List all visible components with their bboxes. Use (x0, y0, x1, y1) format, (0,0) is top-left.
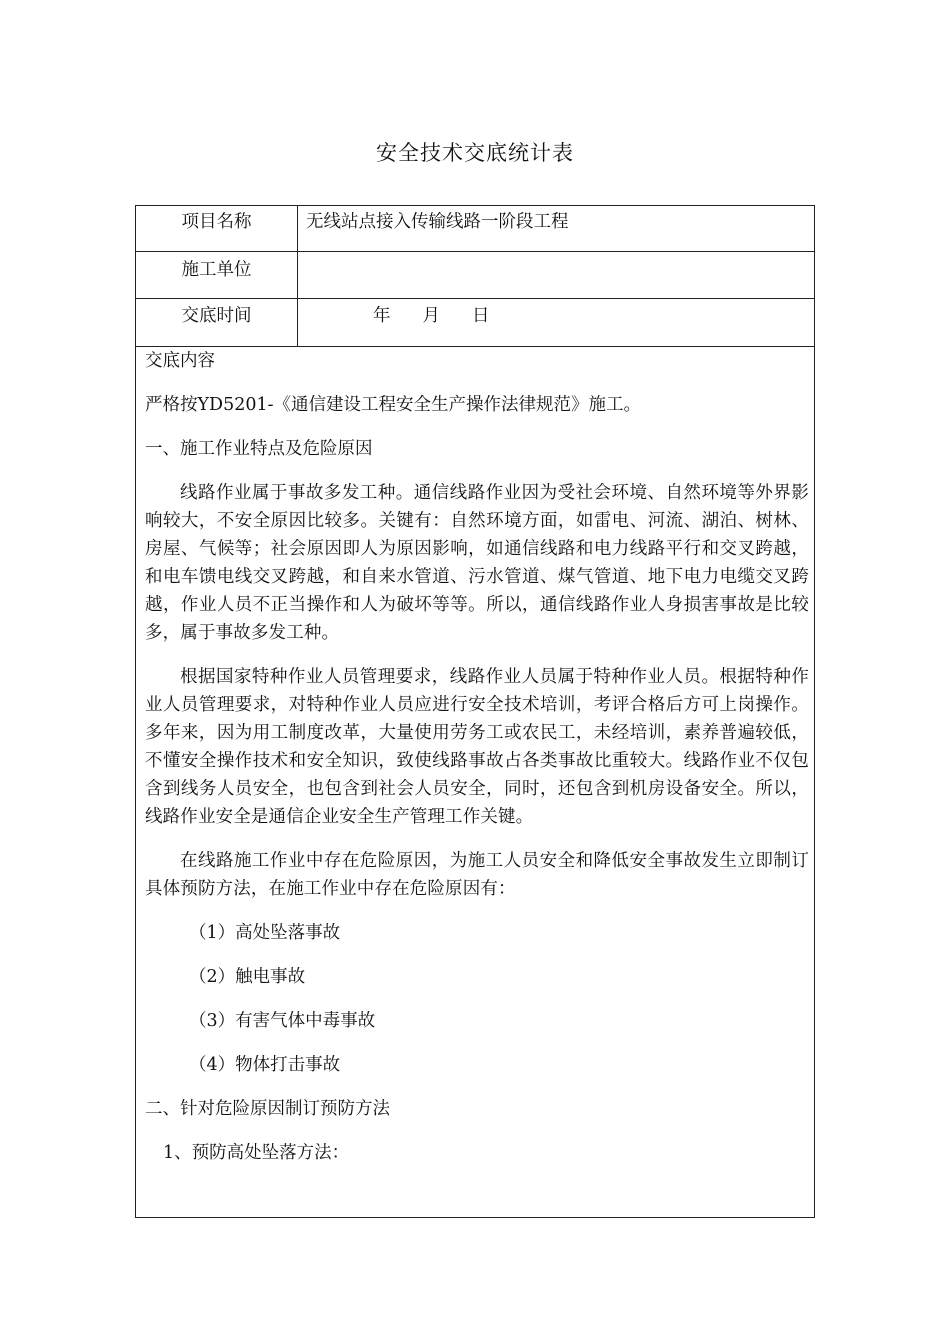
project-name-label: 项目名称 (181, 212, 252, 232)
year-label: 年 (373, 306, 391, 326)
hazard-item-3: （3）有害气体中毒事故 (189, 1011, 376, 1031)
section-heading-2: 二、针对危险原因制订预防方法 (145, 1099, 390, 1119)
briefing-time-value (373, 299, 490, 331)
paragraph-1: 线路作业属于事故多发工种。通信线路作业因为受社会环境、自然环境等外界影响较大，不安全原因比较多。关键有：自然环境方面，如雷电、河流、湖泊、树林、房屋、气候等；社会原因即人为原因影响，如通信线路和电力线路平行和交叉跨越，和电车馈电线交叉跨越，和自来水管道、污水管道、煤气管道、地下电力电缆交叉跨越，作业人员不正当操作和人为破坏等等。所以，通信线路作业人身损害事故是比较多，属于事故多发工种。 (145, 483, 809, 643)
project-name-row (136, 206, 814, 252)
month-label: 月 (422, 306, 440, 326)
standard-reference: 严格按YD5201-《通信建设工程安全生产操作法律规范》施工。 (145, 395, 642, 415)
construction-unit-row (136, 252, 814, 299)
briefing-table (135, 205, 815, 1218)
briefing-content (145, 347, 809, 1167)
section-heading-1: 一、施工作业特点及危险原因 (145, 439, 373, 459)
content-heading: 交底内容 (145, 351, 215, 371)
briefing-time-label: 交底时间 (181, 306, 252, 326)
day-label: 日 (472, 306, 490, 326)
hazard-item-2: （2）触电事故 (189, 967, 306, 987)
hazard-item-4: （4）物体打击事故 (189, 1055, 341, 1075)
briefing-time-row (136, 299, 814, 347)
paragraph-3: 在线路施工作业中存在危险原因，为施工人员安全和降低安全事故发生立即制订具体预防方法，在施工作业中存在危险原因有： (145, 851, 809, 899)
project-name-value: 无线站点接入传输线路一阶段工程 (306, 212, 569, 232)
page-title: 安全技术交底统计表 (376, 141, 574, 165)
paragraph-2: 根据国家特种作业人员管理要求，线路作业人员属于特种作业人员。根据特种作业人员管理要求，对特种作业人员应进行安全技术培训，考评合格后方可上岗操作。多年来，因为用工制度改革，大量使用劳务工或农民工，未经培训，素养普遍较低，不懂安全操作技术和安全知识，致使线路事故占各类事故比重较大。线路作业不仅包含到线务人员安全，也包含到社会人员安全，同时，还包含到机房设备安全。所以，线路作业安全是通信企业安全生产管理工作关键。 (145, 667, 809, 827)
construction-unit-label: 施工单位 (181, 260, 252, 280)
subsection-heading-1: 1、预防高处坠落方法： (163, 1143, 350, 1163)
hazard-item-1: （1）高处坠落事故 (189, 923, 341, 943)
